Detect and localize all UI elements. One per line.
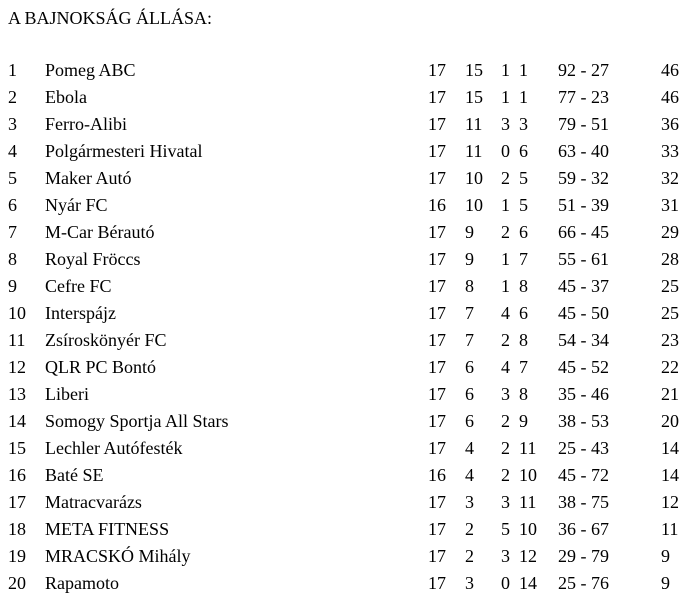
position-cell: 20 <box>8 573 26 593</box>
table-row <box>0 356 698 383</box>
team-name-cell: Zsíroskönyér FC <box>45 330 167 350</box>
goals-cell: 77 - 23 <box>558 87 609 107</box>
played-cell: 17 <box>428 357 446 377</box>
played-cell: 17 <box>428 411 446 431</box>
team-name-cell: Matracvarázs <box>45 492 142 512</box>
drawn-cell: 4 <box>501 357 510 377</box>
position-cell: 10 <box>8 303 26 323</box>
team-name-cell: Ebola <box>45 87 87 107</box>
won-cell: 4 <box>465 465 474 485</box>
won-cell: 4 <box>465 438 474 458</box>
won-cell: 2 <box>465 546 474 566</box>
team-name-cell: QLR PC Bontó <box>45 357 157 377</box>
played-cell: 17 <box>428 276 446 296</box>
team-name-cell: Baté SE <box>45 465 104 485</box>
points-cell: 12 <box>661 492 679 512</box>
table-row <box>0 545 698 572</box>
table-row <box>0 329 698 356</box>
points-cell: 33 <box>661 141 679 161</box>
drawn-cell: 1 <box>501 276 510 296</box>
points-cell: 23 <box>661 330 679 350</box>
table-row <box>0 140 698 167</box>
position-cell: 17 <box>8 492 26 512</box>
won-cell: 11 <box>465 141 483 161</box>
drawn-cell: 2 <box>501 330 510 350</box>
played-cell: 17 <box>428 303 446 323</box>
points-cell: 46 <box>661 87 679 107</box>
team-name-cell: Pomeg ABC <box>45 60 136 80</box>
position-cell: 2 <box>8 87 17 107</box>
lost-cell: 3 <box>519 114 528 134</box>
drawn-cell: 0 <box>501 573 510 593</box>
played-cell: 17 <box>428 519 446 539</box>
points-cell: 9 <box>661 573 670 593</box>
lost-cell: 11 <box>519 438 537 458</box>
table-row <box>0 491 698 518</box>
drawn-cell: 3 <box>501 384 510 404</box>
drawn-cell: 1 <box>501 87 510 107</box>
position-cell: 19 <box>8 546 26 566</box>
points-cell: 11 <box>661 519 679 539</box>
table-row <box>0 167 698 194</box>
drawn-cell: 2 <box>501 222 510 242</box>
position-cell: 16 <box>8 465 26 485</box>
table-row <box>0 59 698 86</box>
team-name-cell: Rapamoto <box>45 573 119 593</box>
played-cell: 17 <box>428 438 446 458</box>
points-cell: 21 <box>661 384 679 404</box>
lost-cell: 7 <box>519 249 528 269</box>
won-cell: 9 <box>465 249 474 269</box>
table-row <box>0 221 698 248</box>
position-cell: 8 <box>8 249 17 269</box>
played-cell: 17 <box>428 87 446 107</box>
points-cell: 25 <box>661 303 679 323</box>
team-name-cell: Cefre FC <box>45 276 112 296</box>
position-cell: 14 <box>8 411 26 431</box>
team-name-cell: Interspájz <box>45 303 116 323</box>
lost-cell: 1 <box>519 87 528 107</box>
won-cell: 7 <box>465 303 474 323</box>
lost-cell: 11 <box>519 492 537 512</box>
table-row <box>0 113 698 140</box>
lost-cell: 8 <box>519 384 528 404</box>
drawn-cell: 2 <box>501 438 510 458</box>
goals-cell: 66 - 45 <box>558 222 609 242</box>
lost-cell: 1 <box>519 60 528 80</box>
drawn-cell: 3 <box>501 114 510 134</box>
team-name-cell: Maker Autó <box>45 168 132 188</box>
lost-cell: 10 <box>519 465 537 485</box>
won-cell: 9 <box>465 222 474 242</box>
position-cell: 9 <box>8 276 17 296</box>
team-name-cell: META FITNESS <box>45 519 170 539</box>
team-name-cell: Polgármesteri Hivatal <box>45 141 203 161</box>
goals-cell: 29 - 79 <box>558 546 609 566</box>
goals-cell: 25 - 76 <box>558 573 609 593</box>
points-cell: 9 <box>661 546 670 566</box>
drawn-cell: 3 <box>501 546 510 566</box>
won-cell: 7 <box>465 330 474 350</box>
points-cell: 14 <box>661 438 679 458</box>
played-cell: 17 <box>428 168 446 188</box>
position-cell: 5 <box>8 168 17 188</box>
won-cell: 6 <box>465 357 474 377</box>
played-cell: 17 <box>428 384 446 404</box>
goals-cell: 45 - 50 <box>558 303 609 323</box>
goals-cell: 38 - 75 <box>558 492 609 512</box>
lost-cell: 6 <box>519 222 528 242</box>
goals-cell: 45 - 72 <box>558 465 609 485</box>
table-row <box>0 194 698 221</box>
won-cell: 6 <box>465 411 474 431</box>
table-row <box>0 464 698 491</box>
page-title: A BAJNOKSÁG ÁLLÁSA: <box>8 8 213 28</box>
goals-cell: 55 - 61 <box>558 249 609 269</box>
lost-cell: 9 <box>519 411 528 431</box>
position-cell: 15 <box>8 438 26 458</box>
team-name-cell: Somogy Sportja All Stars <box>45 411 229 431</box>
lost-cell: 7 <box>519 357 528 377</box>
team-name-cell: Lechler Autófesték <box>45 438 183 458</box>
goals-cell: 36 - 67 <box>558 519 609 539</box>
won-cell: 3 <box>465 492 474 512</box>
drawn-cell: 5 <box>501 519 510 539</box>
position-cell: 12 <box>8 357 26 377</box>
played-cell: 17 <box>428 222 446 242</box>
goals-cell: 38 - 53 <box>558 411 609 431</box>
won-cell: 11 <box>465 114 483 134</box>
won-cell: 8 <box>465 276 474 296</box>
goals-cell: 59 - 32 <box>558 168 609 188</box>
team-name-cell: Royal Fröccs <box>45 249 141 269</box>
lost-cell: 5 <box>519 195 528 215</box>
played-cell: 17 <box>428 114 446 134</box>
position-cell: 1 <box>8 60 17 80</box>
goals-cell: 92 - 27 <box>558 60 609 80</box>
points-cell: 46 <box>661 60 679 80</box>
team-name-cell: Nyár FC <box>45 195 108 215</box>
played-cell: 17 <box>428 141 446 161</box>
team-name-cell: Liberi <box>45 384 89 404</box>
drawn-cell: 0 <box>501 141 510 161</box>
goals-cell: 45 - 52 <box>558 357 609 377</box>
points-cell: 25 <box>661 276 679 296</box>
won-cell: 2 <box>465 519 474 539</box>
lost-cell: 8 <box>519 330 528 350</box>
lost-cell: 5 <box>519 168 528 188</box>
drawn-cell: 2 <box>501 168 510 188</box>
played-cell: 17 <box>428 60 446 80</box>
drawn-cell: 3 <box>501 492 510 512</box>
played-cell: 17 <box>428 546 446 566</box>
position-cell: 11 <box>8 330 26 350</box>
table-row <box>0 410 698 437</box>
goals-cell: 35 - 46 <box>558 384 609 404</box>
points-cell: 28 <box>661 249 679 269</box>
won-cell: 6 <box>465 384 474 404</box>
goals-cell: 79 - 51 <box>558 114 609 134</box>
table-row <box>0 248 698 275</box>
position-cell: 4 <box>8 141 17 161</box>
played-cell: 16 <box>428 465 446 485</box>
lost-cell: 14 <box>519 573 537 593</box>
team-name-cell: MRACSKÓ Mihály <box>45 546 191 566</box>
points-cell: 36 <box>661 114 679 134</box>
table-row <box>0 572 698 599</box>
goals-cell: 25 - 43 <box>558 438 609 458</box>
table-row <box>0 437 698 464</box>
drawn-cell: 1 <box>501 195 510 215</box>
drawn-cell: 2 <box>501 465 510 485</box>
position-cell: 6 <box>8 195 17 215</box>
table-row <box>0 518 698 545</box>
won-cell: 10 <box>465 195 483 215</box>
points-cell: 31 <box>661 195 679 215</box>
won-cell: 3 <box>465 573 474 593</box>
points-cell: 22 <box>661 357 679 377</box>
lost-cell: 6 <box>519 141 528 161</box>
won-cell: 10 <box>465 168 483 188</box>
goals-cell: 54 - 34 <box>558 330 609 350</box>
team-name-cell: Ferro-Alibi <box>45 114 127 134</box>
points-cell: 29 <box>661 222 679 242</box>
standings-table <box>0 59 698 599</box>
lost-cell: 12 <box>519 546 537 566</box>
goals-cell: 45 - 37 <box>558 276 609 296</box>
team-name-cell: M-Car Bérautó <box>45 222 155 242</box>
played-cell: 17 <box>428 330 446 350</box>
table-row <box>0 383 698 410</box>
goals-cell: 63 - 40 <box>558 141 609 161</box>
position-cell: 7 <box>8 222 17 242</box>
drawn-cell: 1 <box>501 249 510 269</box>
points-cell: 20 <box>661 411 679 431</box>
points-cell: 14 <box>661 465 679 485</box>
position-cell: 3 <box>8 114 17 134</box>
table-row <box>0 302 698 329</box>
drawn-cell: 4 <box>501 303 510 323</box>
points-cell: 32 <box>661 168 679 188</box>
table-row <box>0 275 698 302</box>
won-cell: 15 <box>465 60 483 80</box>
lost-cell: 6 <box>519 303 528 323</box>
lost-cell: 10 <box>519 519 537 539</box>
won-cell: 15 <box>465 87 483 107</box>
drawn-cell: 2 <box>501 411 510 431</box>
played-cell: 16 <box>428 195 446 215</box>
goals-cell: 51 - 39 <box>558 195 609 215</box>
played-cell: 17 <box>428 573 446 593</box>
lost-cell: 8 <box>519 276 528 296</box>
table-row <box>0 86 698 113</box>
position-cell: 13 <box>8 384 26 404</box>
position-cell: 18 <box>8 519 26 539</box>
played-cell: 17 <box>428 249 446 269</box>
played-cell: 17 <box>428 492 446 512</box>
drawn-cell: 1 <box>501 60 510 80</box>
